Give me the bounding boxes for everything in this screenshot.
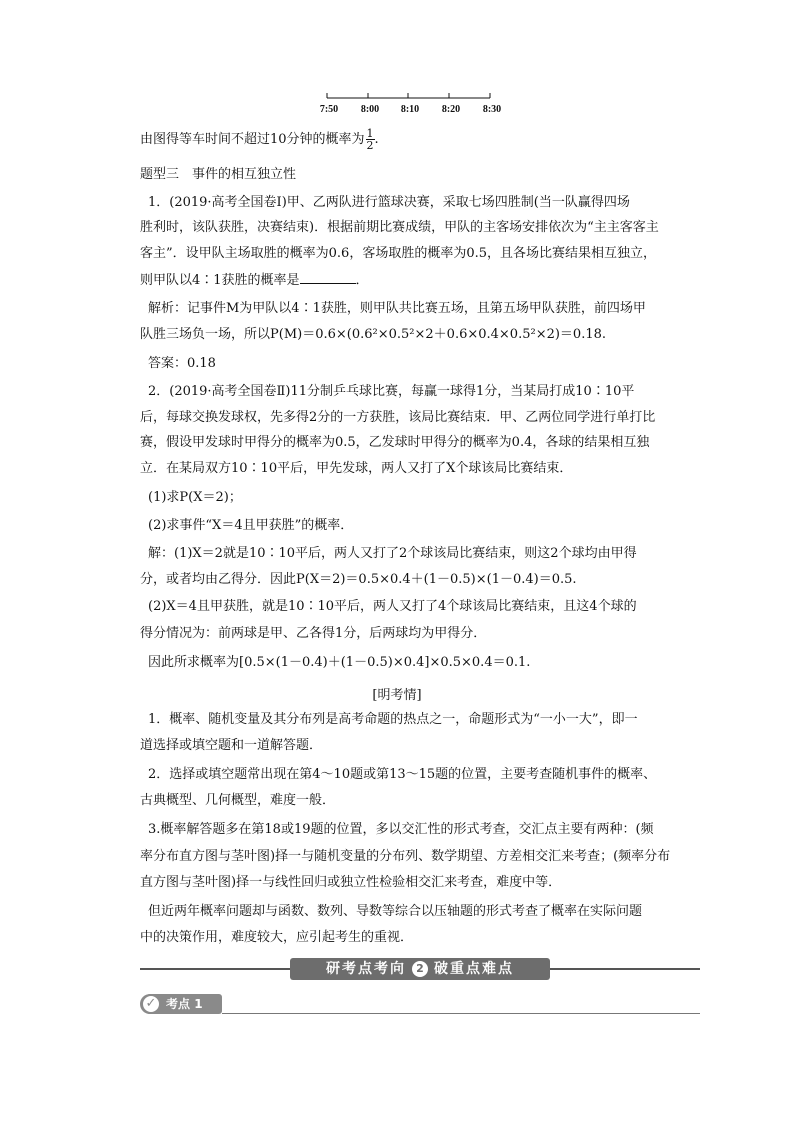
tick-label: 8:10 [400,104,420,115]
conclusion-line: 由图得等车时间不超过10分钟的概率为 $\frac{1}{2}$ . [140,127,379,152]
exam-note-line: 率分布直方图与茎叶图)择一与随机变量的分布列、数学期望、方差相交汇来考查；(频率分布 [140,849,671,864]
tick-label: 8:00 [360,104,380,115]
solution-2-line: 分，或者均由乙得分．因此P(X＝2)＝0.5×0.4＋(1－0.5)×(1－0.4)＝0.5. [140,572,577,587]
exam-note-line: 道选择或填空题和一道解答题． [140,738,323,753]
banner-box: 研考点考向 2 破重点难点 [290,958,550,980]
exam-note-line: 2．选择或填空题常出现在第4～10题或第13～15题的位置，主要考查随机事件的概率、 [148,767,657,782]
exam-note-line: 3.概率解答题多在第18或19题的位置，多以交汇性的形式考查，交汇点主要有两种：(频 [148,822,654,837]
section-banner [140,958,700,980]
problem-2-line: 赛，假设甲发球时甲得分的概率为0.5，乙发球时甲得分的概率为0.4，各球的结果相互独 [140,435,650,450]
solution-2-line: (2)X＝4且甲获胜，就是10∶10平后，两人又打了4个球该局比赛结束，且这4个球的 [148,599,637,614]
exam-note-line: 直方图与茎叶图)择一与线性回归或独立性检验相交汇来考查，难度中等． [140,875,562,890]
problem-2-line: 2．(2019·高考全国卷Ⅱ)11分制乒乓球比赛，每赢一球得1分，当某局打成10∶10平 [148,384,635,399]
check-icon: ✓ [141,994,161,1014]
answer-line: 答案：0.18 [148,356,216,371]
section-title: 题型三 事件的相互独立性 [140,167,297,182]
exam-note-line: 古典概型、几何概型，难度一般． [140,793,336,808]
solution-2-line: 因此所求概率为[0.5×(1－0.4)＋(1－0.5)×0.4]×0.5×0.4＝0.1. [148,655,531,670]
exam-note-line: 但近两年概率问题却与函数、数列、导数等综合以压轴题的形式考查了概率在实际问题 [148,904,643,919]
kaodian-header [140,992,700,1018]
exam-note-line: 1．概率、随机变量及其分布列是高考命题的热点之一，命题形式为“一小一大”，即一 [148,712,638,727]
problem-2-line: 立．在某局双方10∶10平后，甲先发球，两人又打了X个球该局比赛结束． [140,461,573,476]
kaodian-badge: ✓ 考点 1 [140,994,222,1014]
exam-note-line: 中的决策作用，难度较大，应引起考生的重视． [140,930,414,945]
solution-1-line: 解析：记事件M为甲队以4∶1获胜，则甲队共比赛五场，且第五场甲队获胜，前四场甲 [148,301,646,316]
tick-label: 8:20 [441,104,461,115]
question-1: (1)求P(X＝2)； [148,490,242,505]
problem-1-line: 客主”．设甲队主场取胜的概率为0.6，客场取胜的概率为0.5，且各场比赛结果相互独立， [140,246,656,261]
answer-blank [300,271,356,284]
tick-label: 7:50 [319,104,339,115]
timeline-axis [319,90,502,120]
solution-1-line: 队胜三场负一场，所以P(M)＝0.6×(0.6²×0.5²×2＋0.6×0.4×0.5²×2)＝0.18. [140,327,607,342]
timeline-line [322,90,502,104]
problem-1-line: 则甲队以4∶1获胜的概率是 ． [140,273,369,288]
fraction: $\frac{1}{2}$ [366,127,374,152]
solution-2-line: 得分情况为：前两球是甲、乙各得1分，后两球均为甲得分． [140,626,487,641]
banner-number-circle: 2 [412,961,428,977]
question-2: (2)求事件“X＝4且甲获胜”的概率． [148,518,354,533]
problem-1-line: 胜利时，该队获胜，决赛结束)．根据前期比赛成绩，甲队的主客场安排依次为“主主客客主 [140,220,659,235]
solution-2-line: 解：(1)X＝2就是10∶10平后，两人又打了2个球该局比赛结束，则这2个球均由甲得 [148,546,637,561]
tick-label: 8:30 [482,104,502,115]
problem-2-line: 后，每球交换发球权，先多得2分的一方获胜，该局比赛结束．甲、乙两位同学进行单打比 [140,410,656,425]
problem-1-line: 1．(2019·高考全国卷Ⅰ)甲、乙两队进行篮球决赛，采取七场四胜制(当一队赢得四场 [148,195,630,210]
kaodian-underline [222,1013,700,1014]
mingkaoqing-title: [明考情] [372,688,422,703]
